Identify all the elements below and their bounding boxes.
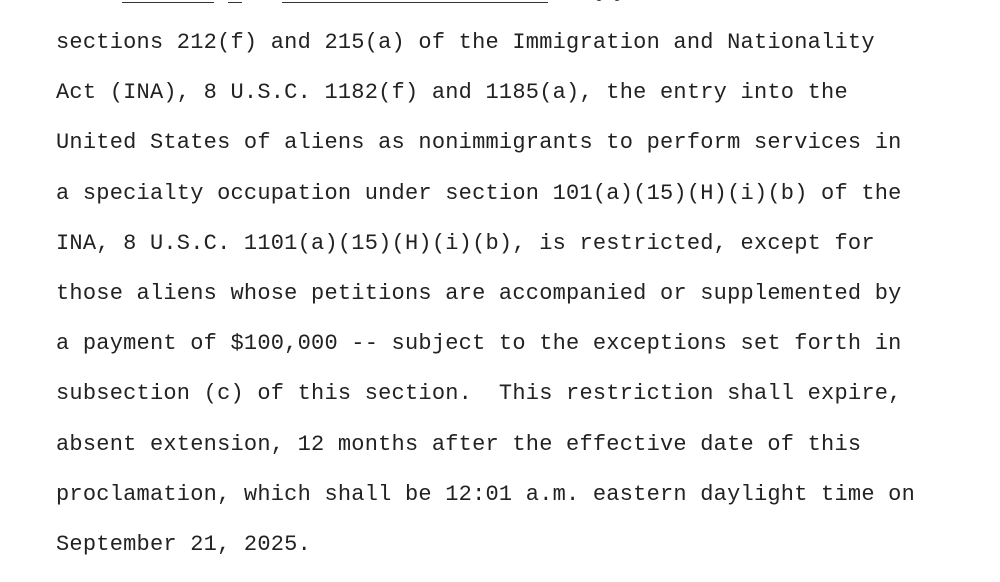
cropped-heading-underline	[228, 2, 242, 3]
proclamation-paragraph	[56, 30, 986, 582]
cropped-heading-underline	[122, 2, 214, 3]
text-line: absent extension, 12 months after the effective date of this	[56, 431, 862, 457]
text-line: sections 212(f) and 215(a) of the Immigration and Nationality	[56, 30, 875, 55]
text-line: proclamation, which shall be 12:01 a.m. eastern daylight time on	[56, 481, 916, 507]
text-line: September 21, 2025.	[56, 531, 312, 557]
text-line: United States of aliens as nonimmigrants to perform services in	[56, 130, 902, 156]
text-line: Act (INA), 8 U.S.C. 1182(f) and 1185(a), the entry into the	[56, 80, 848, 106]
text-line: those aliens whose petitions are accompanied or supplemented by	[56, 280, 902, 306]
cropped-parenthesis-mark	[594, 0, 624, 2]
text-line: a payment of $100,000 -- subject to the exceptions set forth in	[56, 331, 902, 357]
text-line: a specialty occupation under section 101(a)(15)(H)(i)(b) of the	[56, 180, 902, 206]
text-line: INA, 8 U.S.C. 1101(a)(15)(H)(i)(b), is restricted, except for	[56, 230, 875, 256]
text-line: subsection (c) of this section. This restriction shall expire,	[56, 381, 902, 407]
cropped-heading-underline	[282, 2, 548, 3]
